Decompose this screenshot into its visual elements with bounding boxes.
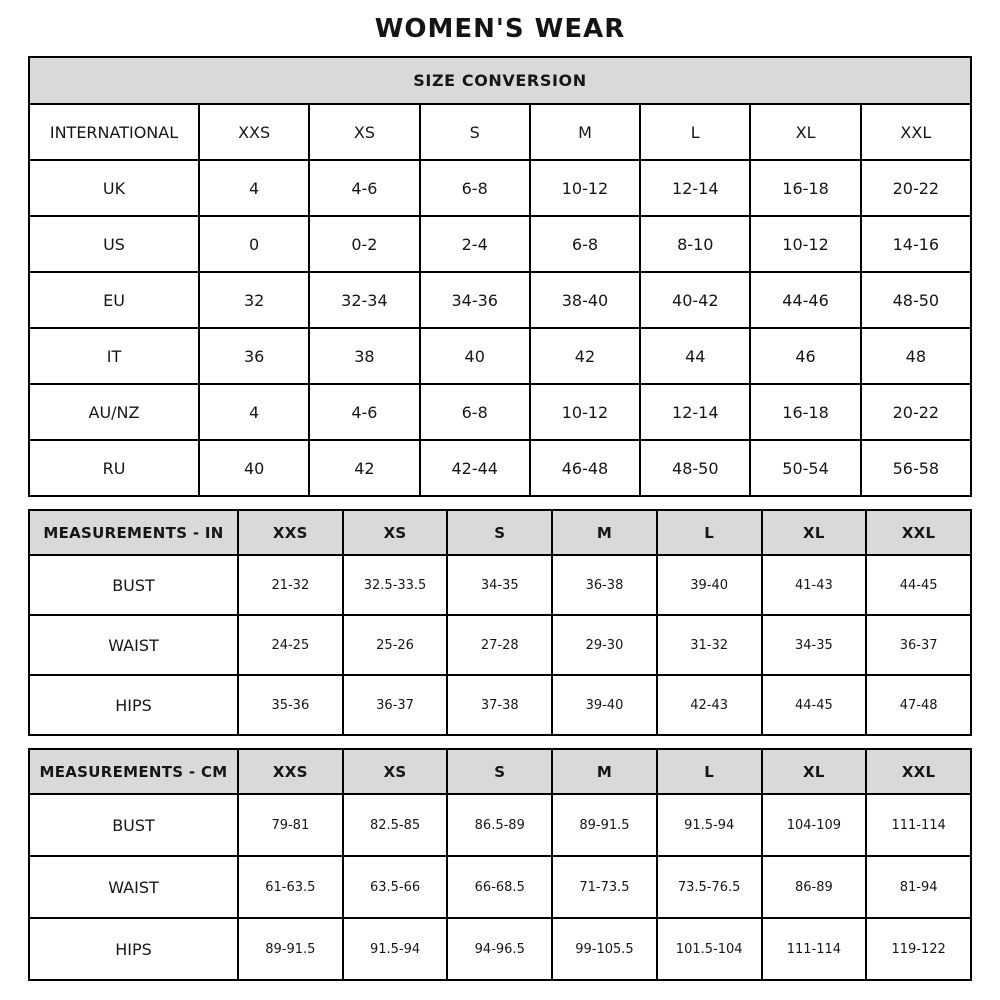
table-spacer <box>28 497 972 509</box>
value-cell: 42 <box>530 328 640 384</box>
size-column-header: XXS <box>238 510 343 555</box>
measurements-in-table <box>28 509 972 736</box>
row-label: AU/NZ <box>29 384 199 440</box>
value-cell: 71-73.5 <box>552 856 657 918</box>
value-cell: 42-43 <box>657 675 762 735</box>
row-label: BUST <box>29 555 238 615</box>
value-cell: 32-34 <box>309 272 419 328</box>
value-cell: 79-81 <box>238 794 343 856</box>
size-column-header: S <box>447 749 552 794</box>
value-cell: 86.5-89 <box>447 794 552 856</box>
value-cell: 34-35 <box>762 615 867 675</box>
table-row <box>29 794 971 856</box>
row-label: WAIST <box>29 615 238 675</box>
value-cell: 12-14 <box>640 160 750 216</box>
measurements-cm-table <box>28 748 972 981</box>
value-cell: 24-25 <box>238 615 343 675</box>
value-cell: 46 <box>750 328 860 384</box>
value-cell: 40-42 <box>640 272 750 328</box>
value-cell: 6-8 <box>420 384 530 440</box>
value-cell: 32 <box>199 272 309 328</box>
value-cell: 40 <box>199 440 309 496</box>
value-cell: 119-122 <box>866 918 971 980</box>
value-cell: 36-37 <box>343 675 448 735</box>
table-row <box>29 615 971 675</box>
value-cell: 16-18 <box>750 384 860 440</box>
value-cell: 10-12 <box>530 384 640 440</box>
value-cell: 91.5-94 <box>343 918 448 980</box>
size-column-header: XS <box>343 510 448 555</box>
size-conversion-table <box>28 56 972 497</box>
value-cell: 31-32 <box>657 615 762 675</box>
size-column-header: L <box>657 749 762 794</box>
value-cell: 4-6 <box>309 384 419 440</box>
size-column-header: M <box>552 749 657 794</box>
row-label: US <box>29 216 199 272</box>
row-label: HIPS <box>29 675 238 735</box>
value-cell: 39-40 <box>657 555 762 615</box>
value-cell: 38-40 <box>530 272 640 328</box>
row-label: IT <box>29 328 199 384</box>
column-header-row <box>29 749 971 794</box>
value-cell: 29-30 <box>552 615 657 675</box>
value-cell: 44-45 <box>762 675 867 735</box>
value-cell: XXL <box>861 104 971 160</box>
value-cell: 42-44 <box>420 440 530 496</box>
table-title-row <box>29 57 971 104</box>
value-cell: 36 <box>199 328 309 384</box>
value-cell: 61-63.5 <box>238 856 343 918</box>
value-cell: 34-36 <box>420 272 530 328</box>
value-cell: 63.5-66 <box>343 856 448 918</box>
value-cell: 101.5-104 <box>657 918 762 980</box>
table-row <box>29 328 971 384</box>
value-cell: XS <box>309 104 419 160</box>
value-cell: 0 <box>199 216 309 272</box>
value-cell: S <box>420 104 530 160</box>
value-cell: 16-18 <box>750 160 860 216</box>
value-cell: 48-50 <box>861 272 971 328</box>
size-column-header: M <box>552 510 657 555</box>
value-cell: 10-12 <box>750 216 860 272</box>
table-row <box>29 104 971 160</box>
value-cell: 14-16 <box>861 216 971 272</box>
value-cell: 27-28 <box>447 615 552 675</box>
value-cell: 47-48 <box>866 675 971 735</box>
value-cell: 39-40 <box>552 675 657 735</box>
value-cell: 56-58 <box>861 440 971 496</box>
table-row <box>29 384 971 440</box>
value-cell: 32.5-33.5 <box>343 555 448 615</box>
table-row <box>29 918 971 980</box>
table-row <box>29 160 971 216</box>
value-cell: 34-35 <box>447 555 552 615</box>
page-title: WOMEN'S WEAR <box>374 14 626 44</box>
value-cell: 89-91.5 <box>238 918 343 980</box>
value-cell: 82.5-85 <box>343 794 448 856</box>
value-cell: 36-37 <box>866 615 971 675</box>
value-cell: L <box>640 104 750 160</box>
table-spacer <box>28 736 972 748</box>
value-cell: 73.5-76.5 <box>657 856 762 918</box>
value-cell: 10-12 <box>530 160 640 216</box>
value-cell: 86-89 <box>762 856 867 918</box>
value-cell: 20-22 <box>861 384 971 440</box>
value-cell: 46-48 <box>530 440 640 496</box>
value-cell: 6-8 <box>420 160 530 216</box>
value-cell: 25-26 <box>343 615 448 675</box>
value-cell: 8-10 <box>640 216 750 272</box>
value-cell: 111-114 <box>866 794 971 856</box>
value-cell: 104-109 <box>762 794 867 856</box>
value-cell: 40 <box>420 328 530 384</box>
value-cell: XL <box>750 104 860 160</box>
value-cell: 6-8 <box>530 216 640 272</box>
size-column-header: S <box>447 510 552 555</box>
table-title-cell: MEASUREMENTS - IN <box>29 510 238 555</box>
value-cell: 66-68.5 <box>447 856 552 918</box>
row-label: RU <box>29 440 199 496</box>
table-title-cell: MEASUREMENTS - CM <box>29 749 238 794</box>
value-cell: 37-38 <box>447 675 552 735</box>
value-cell: 4-6 <box>309 160 419 216</box>
value-cell: 2-4 <box>420 216 530 272</box>
row-label: BUST <box>29 794 238 856</box>
row-label: INTERNATIONAL <box>29 104 199 160</box>
size-column-header: XXL <box>866 749 971 794</box>
value-cell: 4 <box>199 384 309 440</box>
size-column-header: L <box>657 510 762 555</box>
value-cell: M <box>530 104 640 160</box>
table-row <box>29 272 971 328</box>
value-cell: 36-38 <box>552 555 657 615</box>
value-cell: 44 <box>640 328 750 384</box>
row-label: WAIST <box>29 856 238 918</box>
value-cell: 21-32 <box>238 555 343 615</box>
value-cell: 81-94 <box>866 856 971 918</box>
value-cell: 20-22 <box>861 160 971 216</box>
value-cell: 89-91.5 <box>552 794 657 856</box>
table-row <box>29 555 971 615</box>
table-row <box>29 856 971 918</box>
value-cell: 99-105.5 <box>552 918 657 980</box>
value-cell: 48-50 <box>640 440 750 496</box>
value-cell: 4 <box>199 160 309 216</box>
table-row <box>29 216 971 272</box>
size-column-header: XL <box>762 510 867 555</box>
value-cell: 41-43 <box>762 555 867 615</box>
column-header-row <box>29 510 971 555</box>
value-cell: 91.5-94 <box>657 794 762 856</box>
value-cell: 48 <box>861 328 971 384</box>
size-column-header: XXL <box>866 510 971 555</box>
row-label: HIPS <box>29 918 238 980</box>
table-row <box>29 440 971 496</box>
value-cell: 94-96.5 <box>447 918 552 980</box>
table-row <box>29 675 971 735</box>
row-label: EU <box>29 272 199 328</box>
value-cell: 42 <box>309 440 419 496</box>
value-cell: 44-46 <box>750 272 860 328</box>
value-cell: 0-2 <box>309 216 419 272</box>
value-cell: XXS <box>199 104 309 160</box>
size-column-header: XXS <box>238 749 343 794</box>
value-cell: 12-14 <box>640 384 750 440</box>
size-conversion-title: SIZE CONVERSION <box>29 57 971 104</box>
row-label: UK <box>29 160 199 216</box>
value-cell: 111-114 <box>762 918 867 980</box>
value-cell: 50-54 <box>750 440 860 496</box>
value-cell: 44-45 <box>866 555 971 615</box>
value-cell: 35-36 <box>238 675 343 735</box>
value-cell: 38 <box>309 328 419 384</box>
size-column-header: XL <box>762 749 867 794</box>
size-column-header: XS <box>343 749 448 794</box>
